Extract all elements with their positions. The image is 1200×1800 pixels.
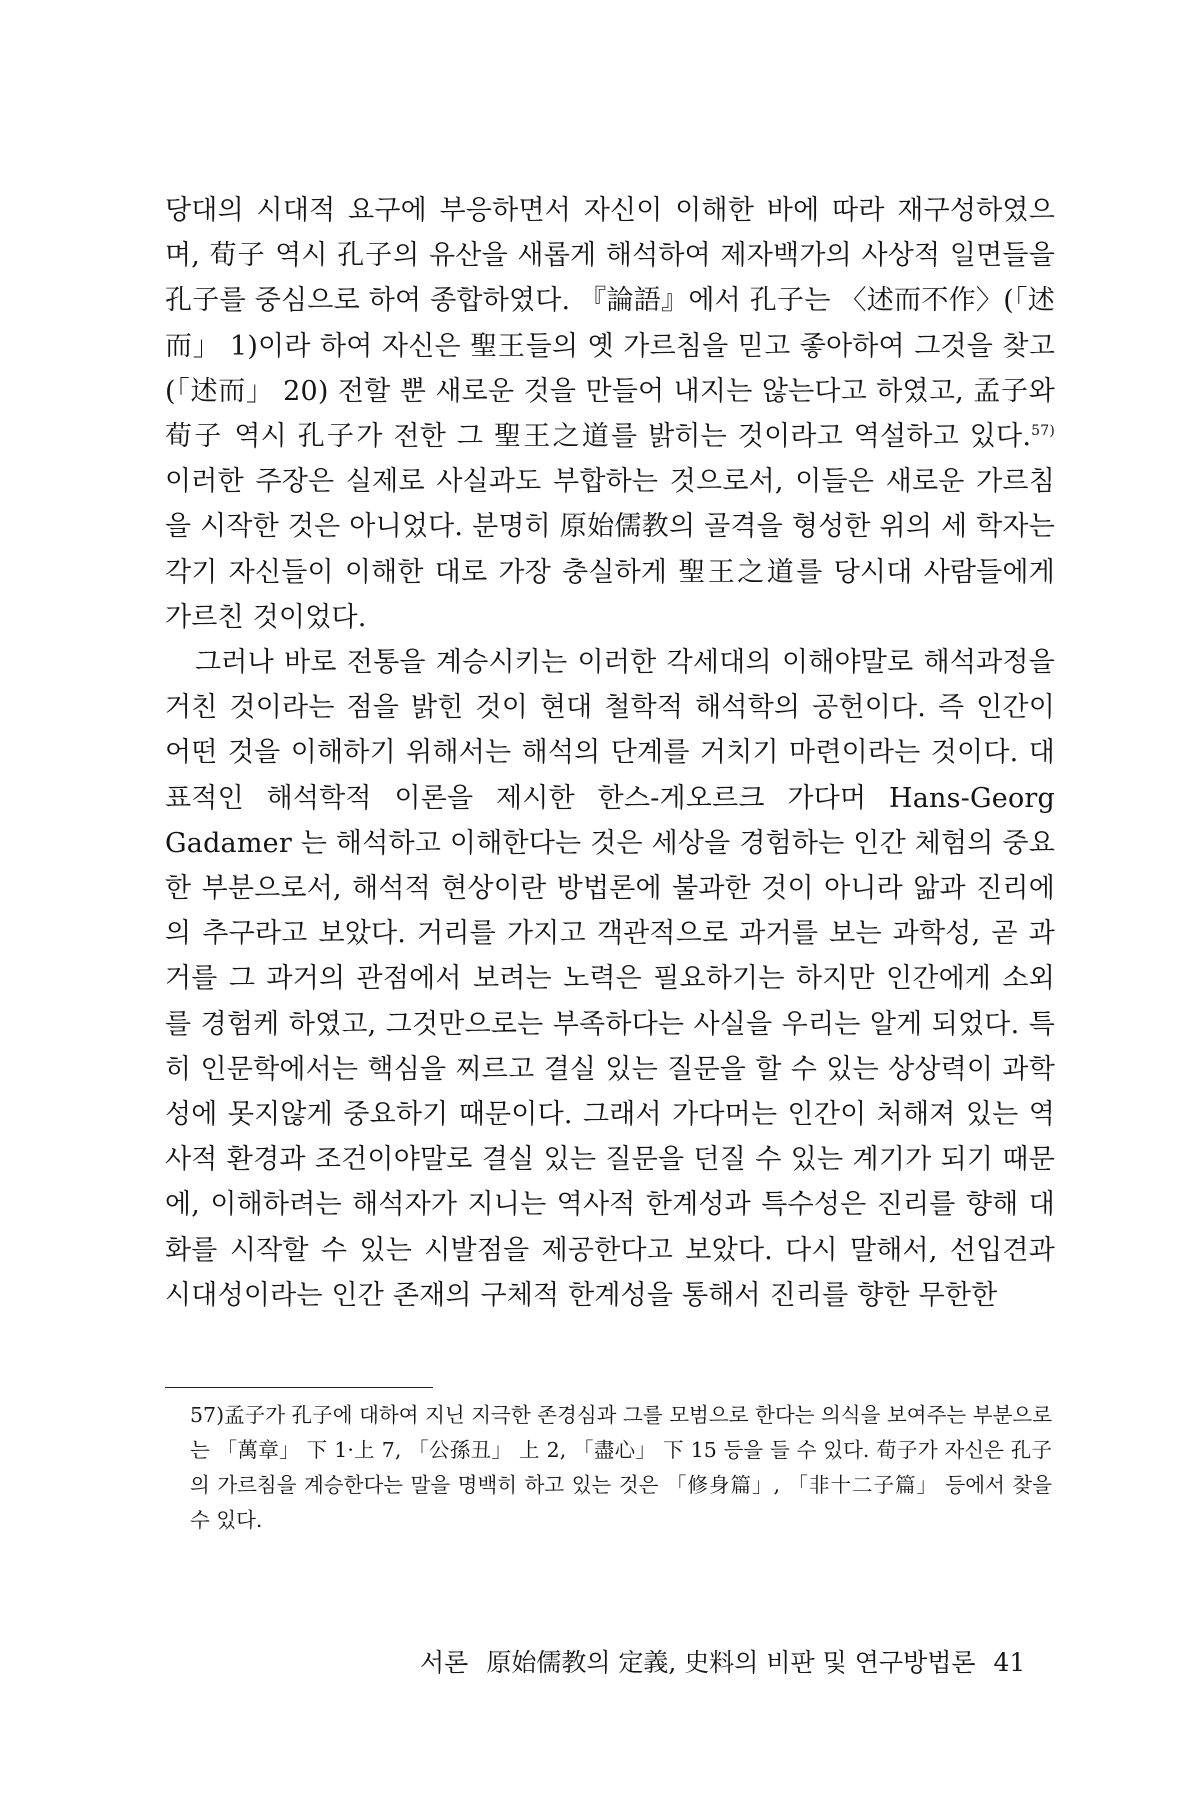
- body-paragraph: 그러나 바로 전통을 계승시키는 이러한 각세대의 이해야말로 해석과정을 거친 것이라는 점을 밝힌 것이 현대 철학적 해석학의 공헌이다. 즉 인간이 어떤 것을 이해하기 위해서는 해석의 단계를 거치기 마련이라는 것이다. 대표적인 해석학적 이론을 제시한 한스-게오르크 가다머 Hans-Georg Gadamer 는 해석하고 이해한다는 것은 세상을 경험하는 인간 체험의 중요한 부분으로서, 해석적 현상이란 방법론에 불과한 것이 아니라 앎과 진리에의 추구라고 보았다. 거리를 가지고 객관적으로 과거를 보는 과학성, 곧 과거를 그 과거의 관점에서 보려는 노력은 필요하기는 하지만 인간에게 소외를 경험케 하였고, 그것만으로는 부족하다는 사실을 우리는 알게 되었다. 특히 인문학에서는 핵심을 찌르고 결실 있는 질문을 할 수 있는 상상력이 과학성에 못지않게 중요하기 때문이다. 그래서 가다머는 인간이 처해져 있는 역사적 환경과 조건이야말로 결실 있는 질문을 던질 수 있는 계기가 되기 때문에, 이해하려는 해석자가 지니는 역사적 한계성과 특수성은 진리를 향해 대화를 시작할 수 있는 시발점을 제공한다고 보았다. 다시 말해서, 선입견과 시대성이라는 인간 존재의 구체적 한계성을 통해서 진리를 향한 무한한: [165, 647, 1055, 1311]
- page-number: 41: [993, 1648, 1026, 1677]
- running-footer: [420, 1648, 1055, 1678]
- footnote-divider: [165, 1387, 433, 1388]
- paragraph-text: 이러한 주장은 실제로 사실과도 부합하는 것으로서, 이들은 새로운 가르침을 시작한 것은 아니었다. 분명히 原始儒教의 골격을 형성한 위의 세 학자는 각기 자신들이 이해한 대로 가장 충실하게 聖王之道를 당시대 사람들에게 가르친 것이었다.: [165, 466, 1055, 633]
- footer-title: 原始儒教의 定義, 史料의 비판 및 연구방법론: [486, 1648, 976, 1677]
- body-paragraph: [165, 188, 1055, 640]
- main-text: [165, 188, 1055, 1318]
- footnote-text: 孟子가 孔子에 대하여 지닌 지극한 존경심과 그를 모범으로 한다는 의식을 보여주는 부분으로는 「萬章」 下 1·上 7, 「公孫丑」 上 2, 「盡心」 下 15 등을 들 수 있다. 荀子가 자신은 孔子의 가르침을 계승한다는 말을 명백히 하고 있는 것은 「修身篇」, 「非十二子篇」 등에서 찾을 수 있다.: [190, 1403, 1052, 1532]
- footnote-reference[interactable]: 57): [1031, 423, 1055, 440]
- footnote-number: 57): [190, 1403, 225, 1427]
- paragraph-text: 당대의 시대적 요구에 부응하면서 자신이 이해한 바에 따라 재구성하였으며, 荀子 역시 孔子의 유산을 새롭게 해석하여 제자백가의 사상적 일면들을 孔子를 중심으로 하여 종합하였다. 『論語』에서 孔子는 〈述而不作〉(「述而」 1)이라 하여 자신은 聖王들의 옛 가르침을 믿고 좋아하여 그것을 찾고(「述而」 20) 전할 뿐 새로운 것을 만들어 내지는 않는다고 하였고, 孟子와 荀子 역시 孔子가 전한 그 聖王之道를 밝히는 것이라고 역설하고 있다.: [165, 195, 1055, 453]
- footer-chapter: 서론: [420, 1648, 469, 1677]
- footnote: [190, 1398, 1052, 1538]
